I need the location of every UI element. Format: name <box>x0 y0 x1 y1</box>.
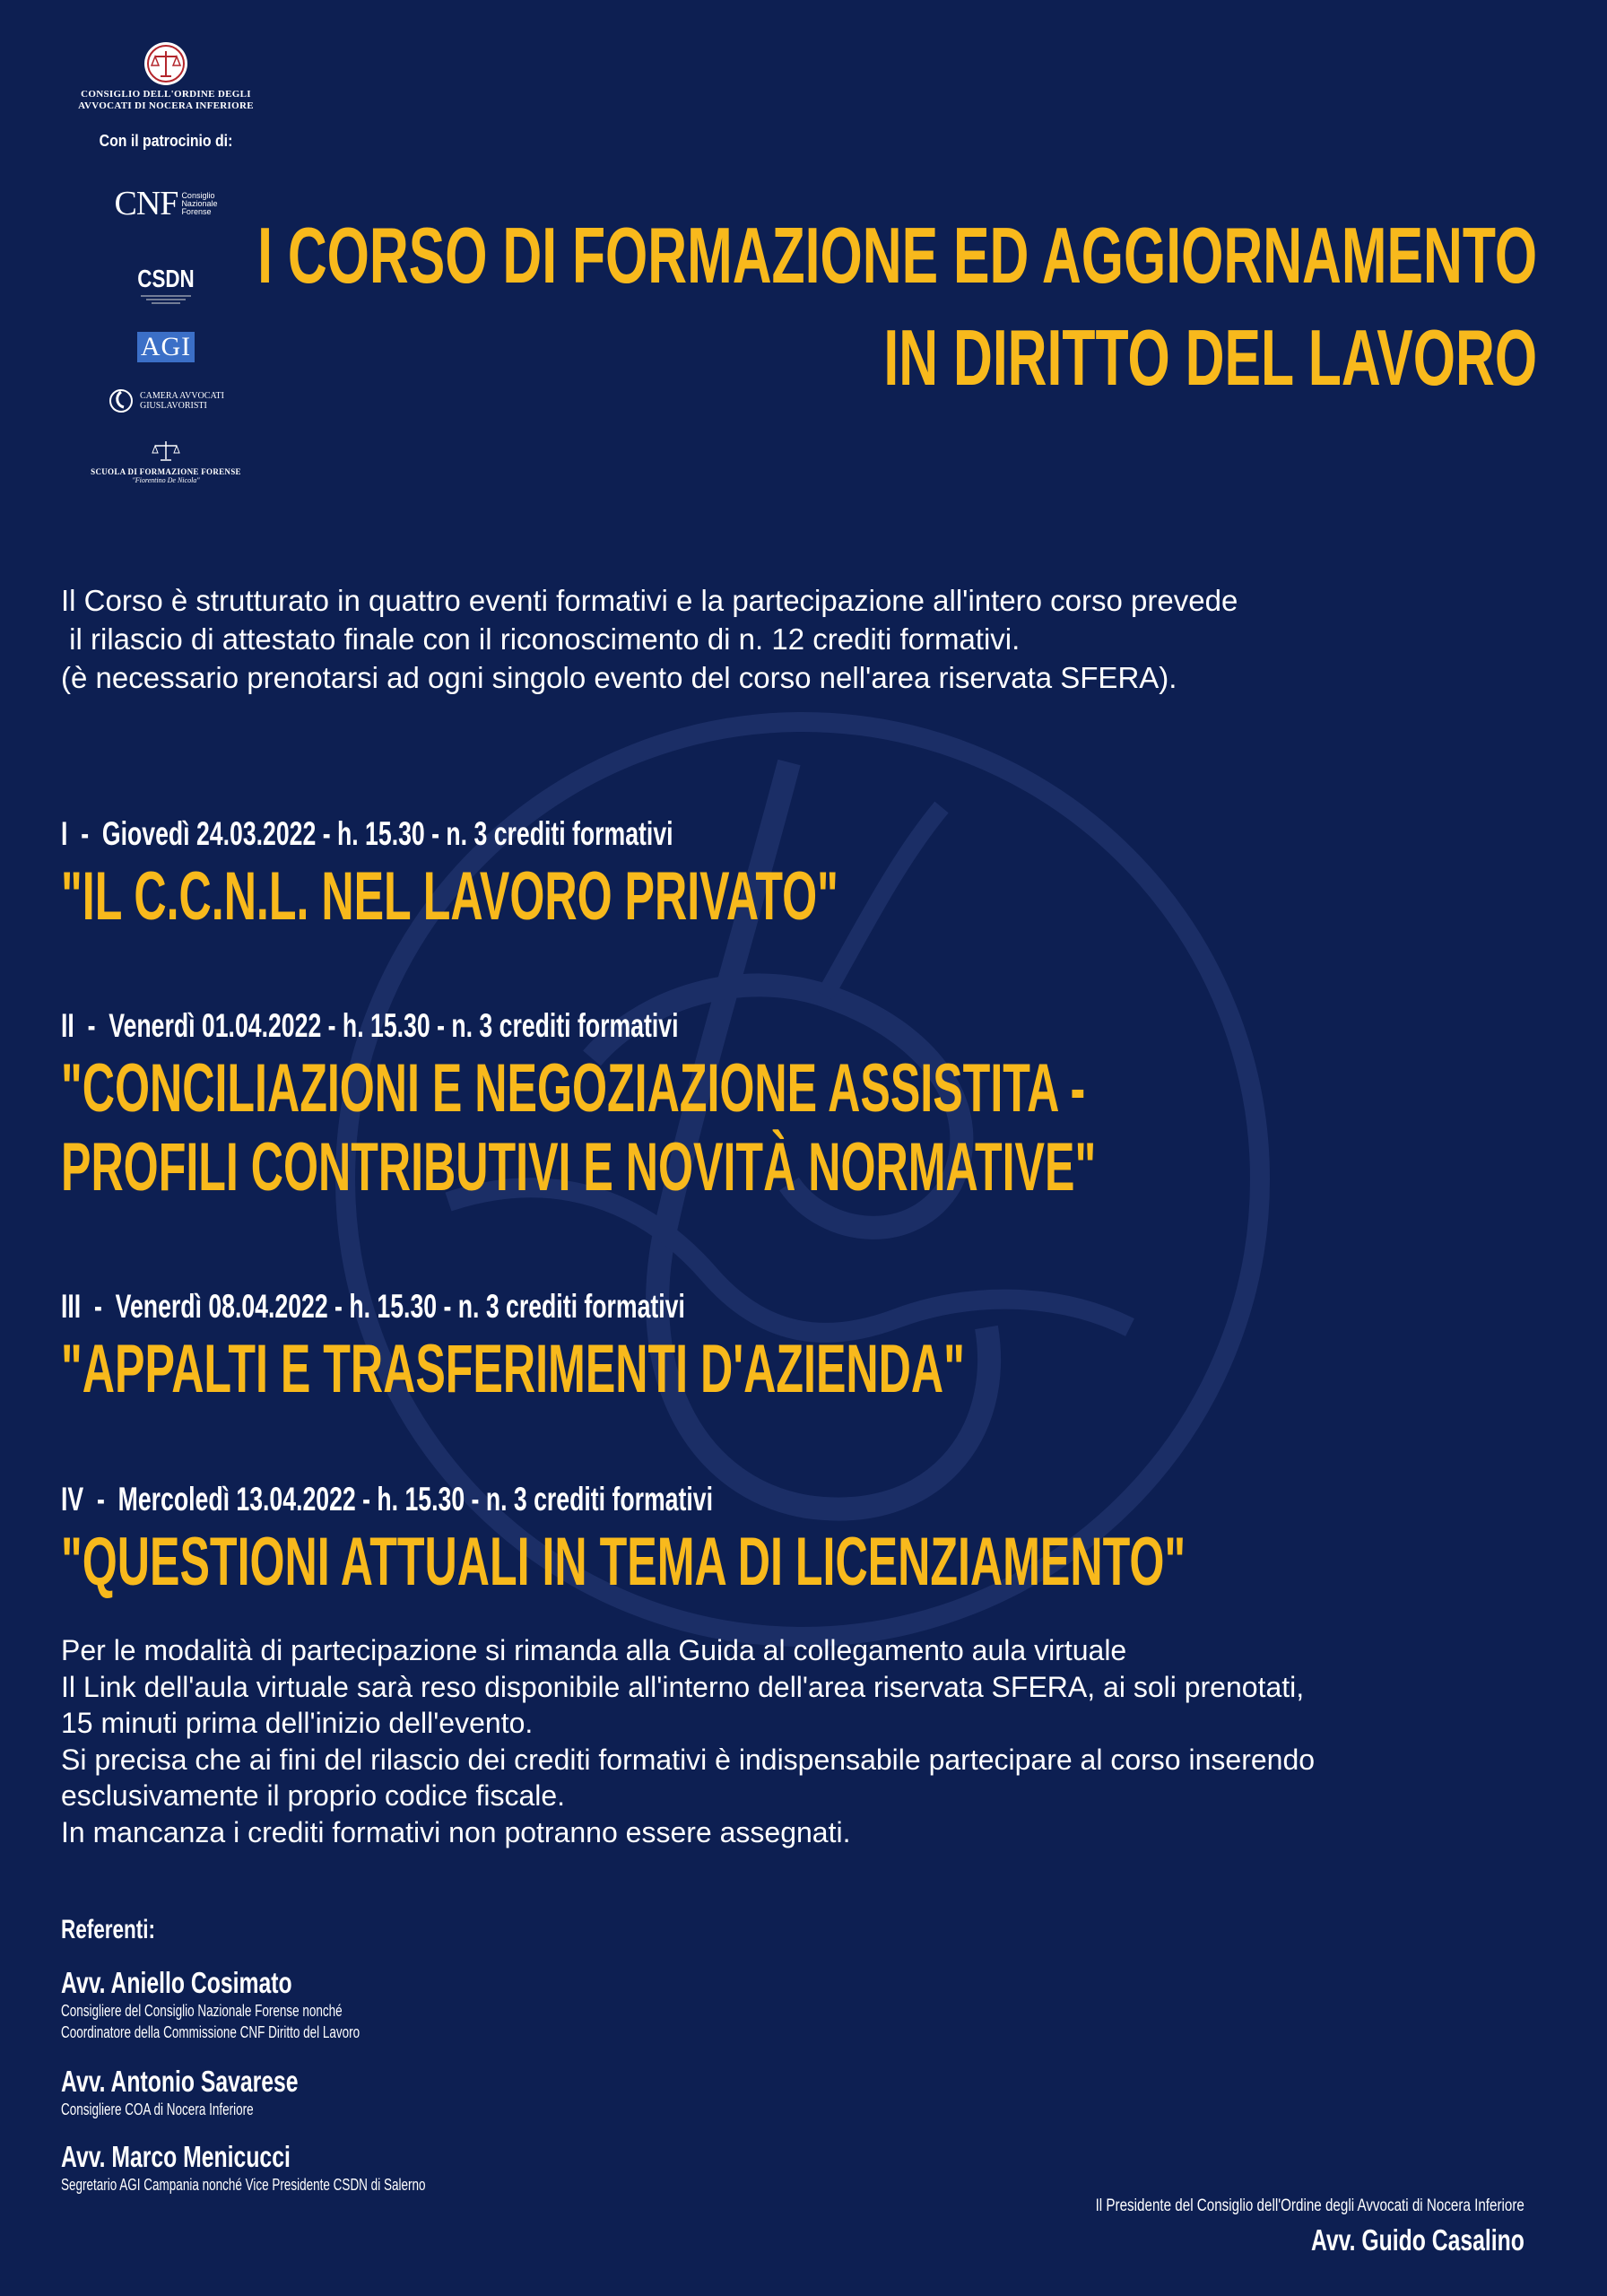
president-role: Il Presidente del Consiglio dell'Ordine degli Avvocati di Nocera Inferiore <box>1095 2196 1524 2215</box>
referent-1 <box>61 1966 459 2043</box>
coa-logo-line1: CONSIGLIO DELL'ORDINE DEGLI <box>81 89 251 100</box>
referent-3-role-line1: Segretario AGI Campania nonché Vice Presidente CSDN di Salerno <box>61 2176 426 2194</box>
cnf-sub-line3: Forense <box>181 206 212 216</box>
referent-2-role-line1: Consigliere COA di Nocera Inferiore <box>61 2100 254 2118</box>
event-3-date: III - Venerdì 08.04.2022 - h. 15.30 - n. 3 crediti formativi <box>61 1288 685 1325</box>
event-3 <box>61 1287 1430 1409</box>
course-title-line2: IN DIRITTO DEL LAVORO <box>883 313 1537 402</box>
course-intro <box>61 581 1238 697</box>
cnf-sub-line1: Consiglio <box>181 190 215 200</box>
referent-1-role-line2: Coordinatore della Commissione CNF Diritto del Lavoro <box>61 2023 360 2041</box>
intro-line3: (è necessario prenotarsi ad ogni singolo evento del corso nell'area riservata SFERA). <box>61 661 1177 694</box>
scuola-formazione-logo <box>63 439 269 484</box>
event-2 <box>61 1006 1607 1207</box>
event-2-title-line1: "CONCILIAZIONI E NEGOZIAZIONE ASSISTITA - <box>61 1050 1086 1126</box>
camera-avvocati-logo <box>63 387 269 414</box>
camera-swirl-icon <box>108 387 135 414</box>
cnf-sub-line2: Nazionale <box>181 198 218 208</box>
cnf-logo <box>63 187 269 221</box>
event-2-date: II - Venerdì 01.04.2022 - h. 15.30 - n. 3 crediti formativi <box>61 1007 679 1044</box>
event-4-date: IV - Mercoledì 13.04.2022 - h. 15.30 - n. 3 crediti formativi <box>61 1481 713 1518</box>
cnf-logo-letters: CNF <box>114 185 178 222</box>
csdn-logo-letters: CSDN <box>137 265 195 292</box>
agi-logo-letters: AGI <box>140 332 192 361</box>
participation-notes <box>61 1632 1315 1850</box>
event-4-title: "QUESTIONI ATTUALI IN TEMA DI LICENZIAMENTO" <box>61 1524 1186 1600</box>
referent-3-name: Avv. Marco Menicucci <box>61 2140 291 2173</box>
csdn-logo-underline-icon <box>139 293 193 304</box>
event-3-title: "APPALTI E TRASFERIMENTI D'AZIENDA" <box>61 1331 965 1407</box>
camera-line1: CAMERA AVVOCATI <box>140 391 224 401</box>
intro-line2: il rilascio di attestato finale con il riconoscimento di n. 12 crediti formativi. <box>61 622 1021 656</box>
agi-logo <box>137 332 195 362</box>
intro-line1: Il Corso è strutturato in quattro eventi formativi e la partecipazione all'intero corso prevede <box>61 584 1238 617</box>
scuola-subtitle: "Fiorentino De Nicola" <box>132 476 200 484</box>
referent-2 <box>61 2065 378 2120</box>
president-signature <box>988 2196 1524 2257</box>
cnf-logo-subtitle <box>181 192 217 216</box>
referent-1-name: Avv. Aniello Cosimato <box>61 1966 292 1999</box>
course-title <box>257 204 1537 409</box>
referents-label: Referenti: <box>61 1915 156 1944</box>
note-line: In mancanza i crediti formativi non potranno essere assegnati. <box>61 1815 851 1848</box>
camera-line2: GIUSLAVORISTI <box>140 401 207 411</box>
referent-3 <box>61 2140 547 2196</box>
sponsor-logos <box>63 40 269 484</box>
patrocinio-label: Con il patrocinio di: <box>99 132 233 150</box>
event-1 <box>61 814 1239 936</box>
event-4 <box>61 1480 1607 1602</box>
note-line: Il Link dell'aula virtuale sarà reso disponibile all'interno dell'area riservata SFERA, ai soli prenotati, <box>61 1670 1305 1703</box>
event-1-date: I - Giovedì 24.03.2022 - h. 15.30 - n. 3 crediti formativi <box>61 815 673 852</box>
referent-1-role-line1: Consigliere del Consiglio Nazionale Forense nonché <box>61 2002 343 2020</box>
scales-of-justice-icon <box>143 40 189 87</box>
camera-logo-text <box>140 391 224 411</box>
note-line: Per le modalità di partecipazione si rimanda alla Guida al collegamento aula virtuale <box>61 1634 1127 1666</box>
csdn-logo <box>63 265 269 309</box>
coa-logo-text <box>63 89 269 112</box>
president-name: Avv. Guido Casalino <box>1311 2223 1524 2257</box>
note-line: 15 minuti prima dell'inizio dell'evento. <box>61 1707 534 1739</box>
note-line: esclusivamente il proprio codice fiscale. <box>61 1779 566 1812</box>
coa-logo-line2: AVVOCATI DI NOCERA INFERIORE <box>78 100 254 111</box>
scuola-name: SCUOLA DI FORMAZIONE FORENSE <box>91 467 241 476</box>
event-2-title-line2: PROFILI CONTRIBUTIVI E NOVITÀ NORMATIVE" <box>61 1129 1097 1205</box>
event-1-title: "IL C.C.N.L. NEL LAVORO PRIVATO" <box>61 858 838 935</box>
scuola-scales-icon <box>151 439 181 463</box>
referent-2-name: Avv. Antonio Savarese <box>61 2065 299 2098</box>
note-line: Si precisa che ai fini del rilascio dei crediti formativi è indispensabile partecipare al corso inserendo <box>61 1743 1316 1776</box>
course-title-line1: I CORSO DI FORMAZIONE ED AGGIORNAMENTO <box>257 211 1537 300</box>
